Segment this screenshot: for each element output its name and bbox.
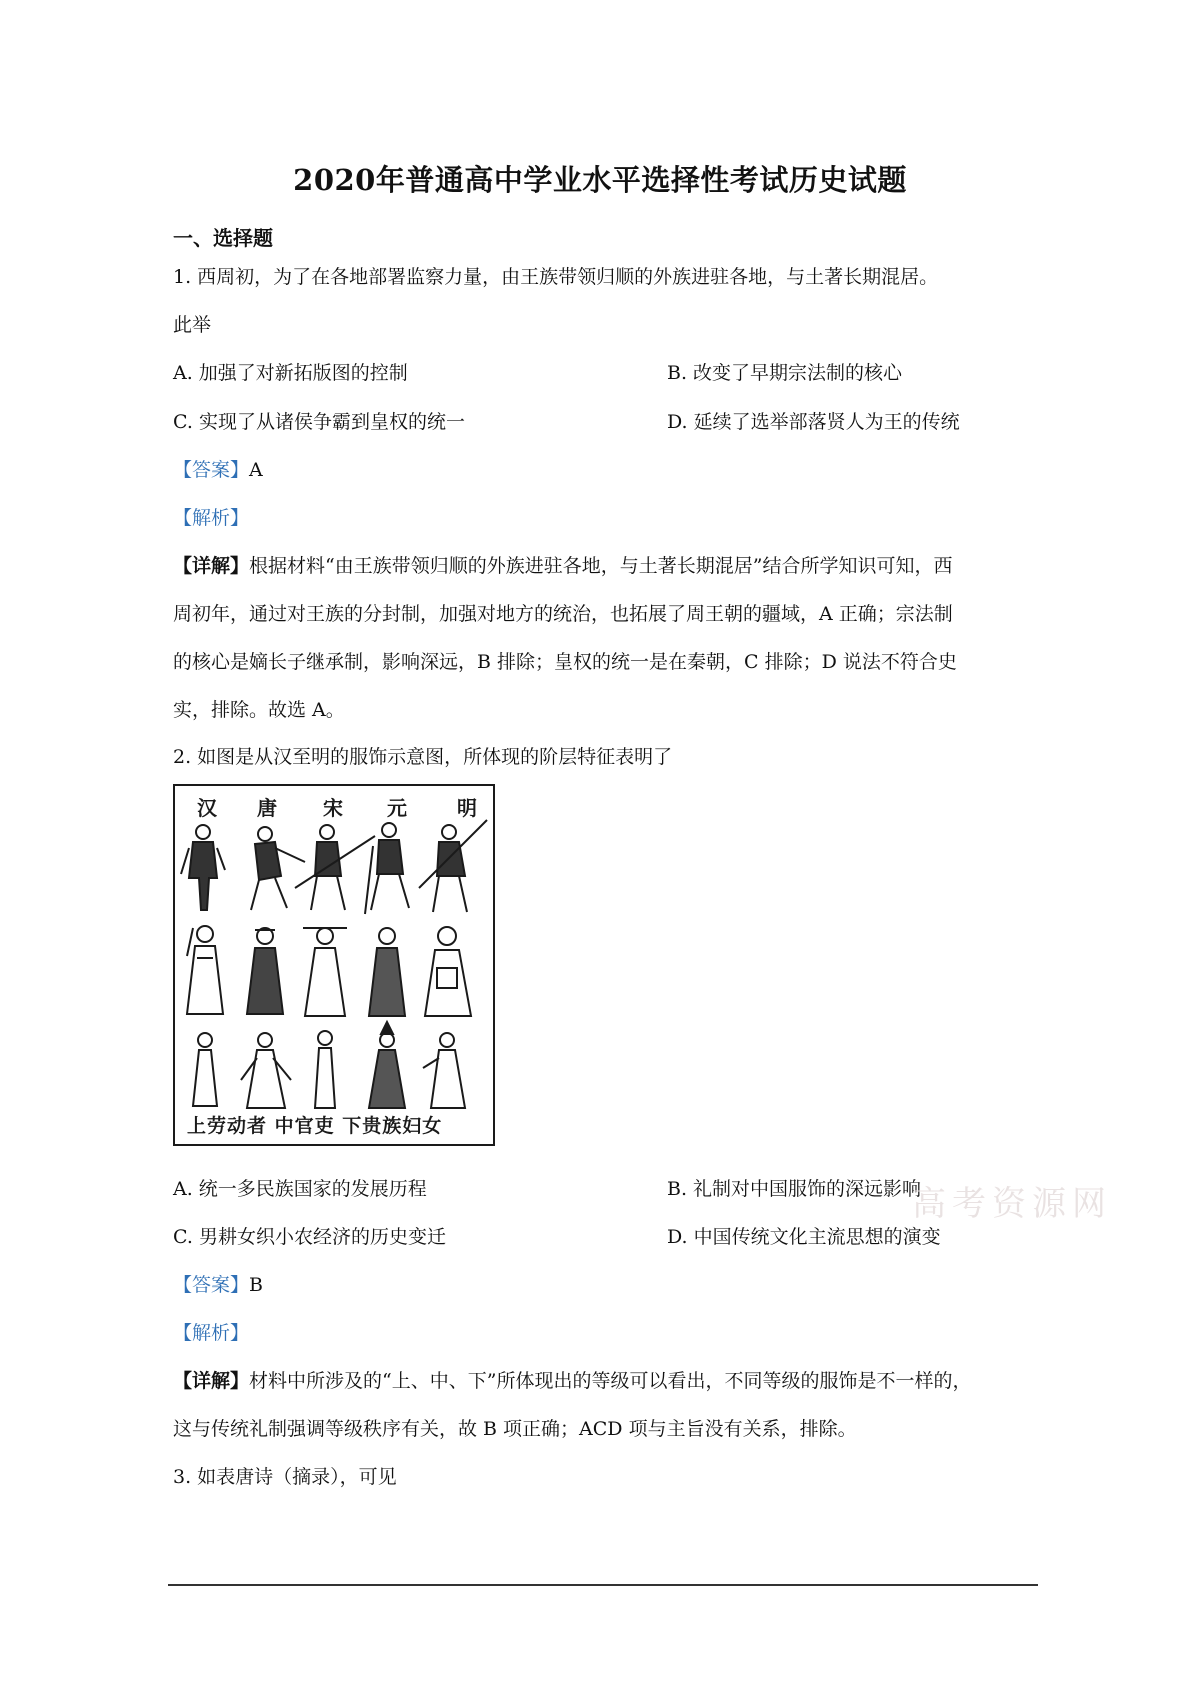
q1-option-c: C. 实现了从诸侯争霸到皇权的统一 bbox=[173, 411, 465, 433]
figure-ming-laborer bbox=[419, 820, 487, 912]
figure-tang-noblewoman bbox=[241, 1033, 291, 1108]
q2-detail-line1 bbox=[173, 1370, 971, 1392]
q2-detail-line2: 这与传统礼制强调等级秩序有关，故 B 项正确；ACD 项与主旨没有关系，排除。 bbox=[173, 1418, 857, 1440]
q1-stem-line2: 此举 bbox=[173, 314, 212, 336]
q1-option-d: D. 延续了选举部落贤人为王的传统 bbox=[667, 411, 960, 433]
q3-stem: 3. 如表唐诗（摘录），可见 bbox=[173, 1466, 397, 1488]
figure-yuan-noblewoman bbox=[369, 1022, 405, 1108]
costume-illustration bbox=[175, 818, 493, 1118]
era-label-song: 宋 bbox=[323, 796, 343, 820]
figure-song-laborer bbox=[295, 825, 375, 910]
q2-answer-row bbox=[173, 1274, 263, 1296]
figure-caption: 上劳动者 中官吏 下贵族妇女 bbox=[187, 1115, 443, 1137]
costume-figure bbox=[173, 784, 495, 1146]
q2-detail-text1: 材料中所涉及的“上、中、下”所体现出的等级可以看出，不同等级的服饰是不一样的， bbox=[249, 1370, 972, 1392]
q1-detail-line4: 实，排除。故选 A。 bbox=[173, 699, 345, 721]
page-title: 2020年普通高中学业水平选择性考试历史试题 bbox=[293, 163, 907, 197]
era-label-yuan: 元 bbox=[387, 796, 407, 820]
footer-rule bbox=[168, 1584, 1038, 1586]
q1-analysis-label: 【解析】 bbox=[173, 507, 250, 529]
figure-yuan-official bbox=[369, 928, 405, 1016]
q1-detail-label: 【详解】 bbox=[173, 555, 250, 577]
section-heading: 一、选择题 bbox=[173, 226, 273, 250]
q2-detail-label: 【详解】 bbox=[173, 1370, 250, 1392]
q1-option-b: B. 改变了早期宗法制的核心 bbox=[667, 362, 903, 384]
q2-option-c: C. 男耕女织小农经济的历史变迁 bbox=[173, 1226, 446, 1248]
q2-answer-value: B bbox=[249, 1274, 263, 1296]
figure-yuan-laborer bbox=[365, 823, 409, 914]
q2-analysis-label: 【解析】 bbox=[173, 1322, 250, 1344]
era-label-han: 汉 bbox=[197, 796, 217, 820]
q1-detail-line1 bbox=[173, 555, 952, 577]
q1-answer-row bbox=[173, 459, 263, 481]
era-label-tang: 唐 bbox=[257, 796, 277, 820]
figure-han-official bbox=[187, 926, 223, 1014]
q2-option-d: D. 中国传统文化主流思想的演变 bbox=[667, 1226, 941, 1248]
figure-han-noblewoman bbox=[193, 1033, 217, 1106]
q1-detail-line3: 的核心是嫡长子继承制，影响深远，B 排除；皇权的统一是在秦朝，C 排除；D 说法不符合史 bbox=[173, 651, 957, 673]
figure-ming-noblewoman bbox=[423, 1033, 465, 1108]
figure-ming-official bbox=[425, 927, 471, 1016]
figure-tang-official bbox=[247, 928, 283, 1014]
figure-han-laborer bbox=[181, 825, 225, 910]
figure-song-official bbox=[303, 928, 347, 1016]
watermark: 高考资源网 bbox=[912, 1184, 1112, 1224]
q1-stem-line1: 1. 西周初，为了在各地部署监察力量，由王族带领归顺的外族进驻各地，与土著长期混居。 bbox=[173, 266, 939, 288]
q1-answer-value: A bbox=[249, 459, 263, 481]
q1-detail-text1: 根据材料“由王族带领归顺的外族进驻各地，与土著长期混居”结合所学知识可知，西 bbox=[249, 555, 953, 577]
q1-detail-line2: 周初年，通过对王族的分封制，加强对地方的统治，也拓展了周王朝的疆域，A 正确；宗法制 bbox=[173, 603, 953, 625]
figure-tang-laborer bbox=[251, 827, 305, 910]
q2-option-b: B. 礼制对中国服饰的深远影响 bbox=[667, 1178, 922, 1200]
q2-option-a: A. 统一多民族国家的发展历程 bbox=[173, 1178, 427, 1200]
era-label-ming: 明 bbox=[457, 796, 477, 820]
q2-answer-label: 【答案】 bbox=[173, 1274, 250, 1296]
figure-song-noblewoman bbox=[315, 1031, 335, 1108]
q2-stem: 2. 如图是从汉至明的服饰示意图，所体现的阶层特征表明了 bbox=[173, 746, 673, 768]
q1-answer-label: 【答案】 bbox=[173, 459, 250, 481]
q1-option-a: A. 加强了对新拓版图的控制 bbox=[173, 362, 408, 384]
